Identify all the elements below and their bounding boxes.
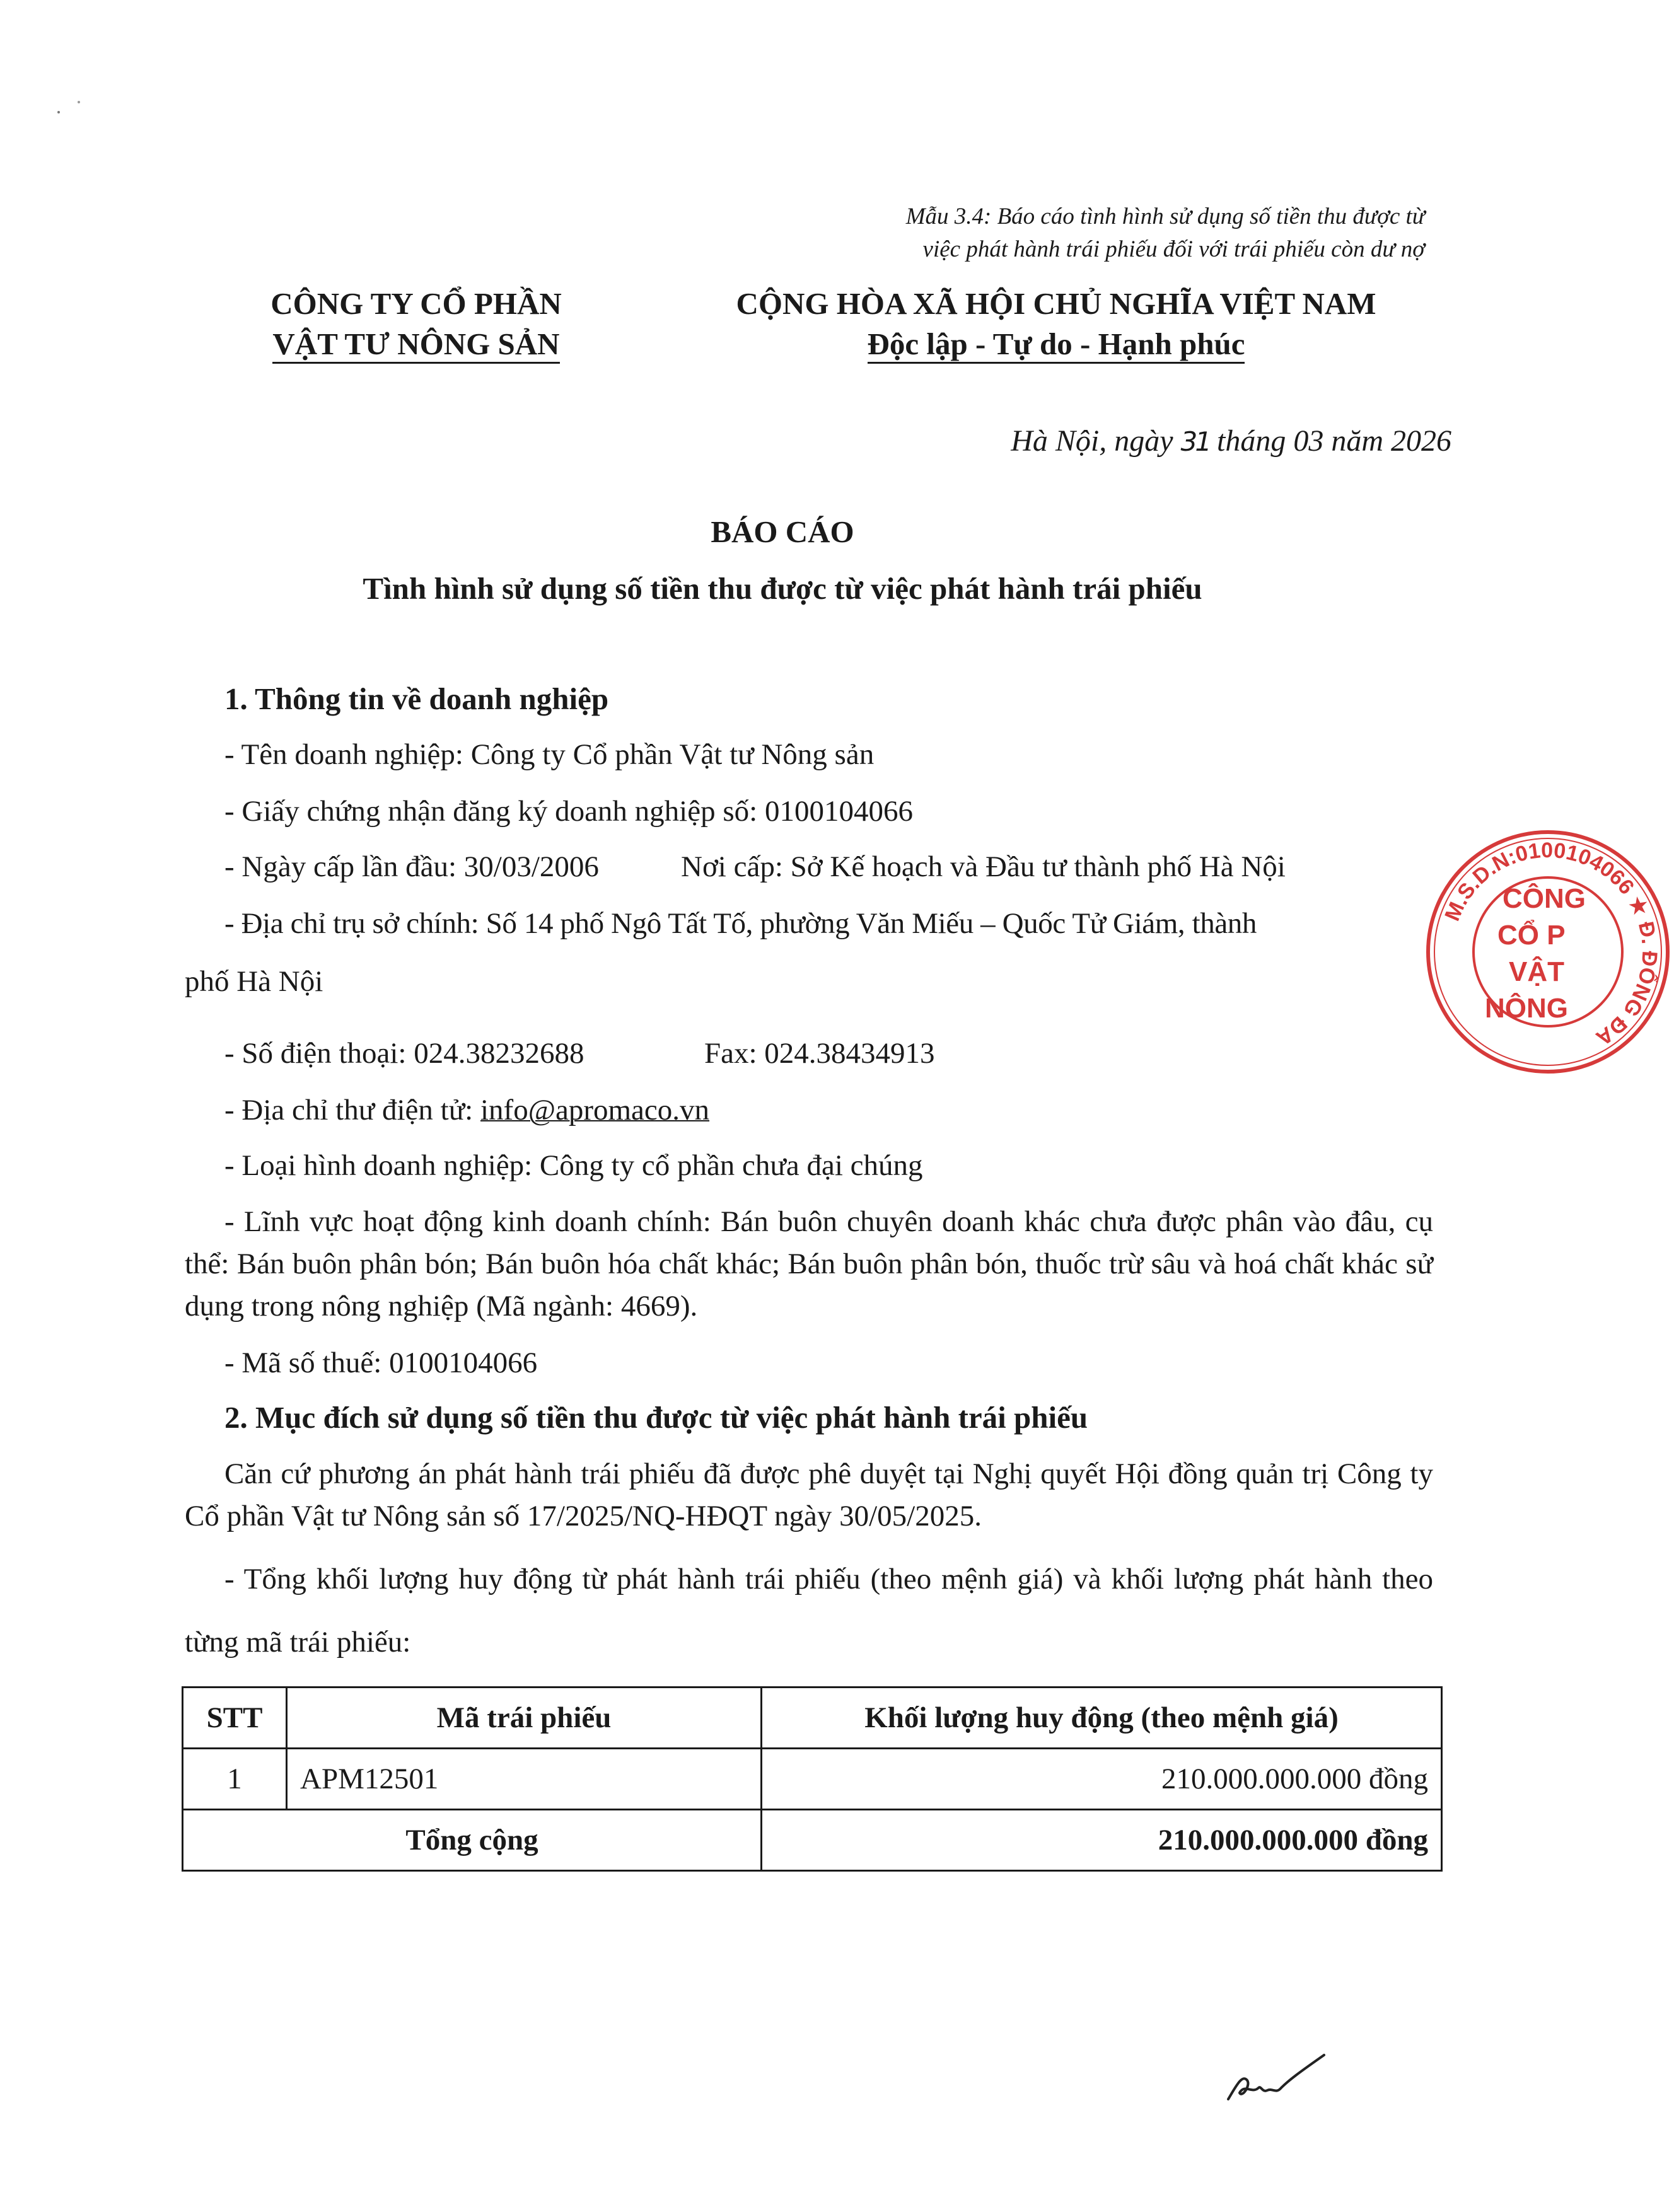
- email-label: - Địa chỉ thư điện tử:: [224, 1094, 474, 1126]
- phone-field: - Số điện thoại: 024.38232688: [224, 1037, 584, 1070]
- header-bond-code: Mã trái phiếu: [287, 1688, 762, 1749]
- company-name-block: [189, 284, 643, 364]
- address-line2: phố Hà Nội: [185, 965, 323, 998]
- section1-heading: 1. Thông tin về doanh nghiệp: [224, 681, 609, 716]
- signature-initials: [1223, 2049, 1334, 2118]
- stamp-line4: NÔNG: [1485, 993, 1568, 1024]
- issue-date-field: - Ngày cấp lần đầu: 30/03/2006: [224, 850, 599, 883]
- email-link[interactable]: info@apromaco.vn: [480, 1094, 710, 1126]
- form-note-line2: việc phát hành trái phiếu đối với trái phiếu còn dư nợ: [922, 236, 1425, 262]
- total-amount: 210.000.000.000 đồng: [762, 1810, 1442, 1871]
- stamp-line3: VẬT: [1509, 956, 1564, 987]
- form-note-line1: Mẫu 3.4: Báo cáo tình hình sử dụng số tiền thu được từ: [905, 204, 1425, 229]
- row-bond-code: APM12501: [287, 1749, 762, 1810]
- table-header-row: [183, 1688, 1442, 1749]
- date-day: 31: [1180, 426, 1209, 457]
- company-stamp: [1422, 826, 1674, 1078]
- form-note: [906, 200, 1425, 266]
- nation-name: CỘNG HÒA XÃ HỘI CHỦ NGHĨA VIỆT NAM: [736, 286, 1376, 321]
- stamp-line2: CỔ P: [1497, 920, 1566, 951]
- registration-field: - Giấy chứng nhận đăng ký doanh nghiệp số: 0100104066: [224, 795, 913, 828]
- tax-code-field: - Mã số thuế: 0100104066: [224, 1346, 538, 1379]
- email-row: [224, 1093, 709, 1127]
- header-amount: Khối lượng huy động (theo mệnh giá): [762, 1688, 1442, 1749]
- company-name-line2: VẬT TƯ NÔNG SẢN: [272, 327, 559, 364]
- company-type-field: - Loại hình doanh nghiệp: Công ty cổ phần chưa đại chúng: [224, 1149, 923, 1182]
- report-title: BÁO CÁO: [711, 514, 854, 549]
- stamp-ring-textpath: M.S.D.N:0100104066 ★ Đ. ĐỐNG ĐA: [1440, 838, 1662, 1050]
- company-name-field: - Tên doanh nghiệp: Công ty Cổ phần Vật tư Nông sản: [224, 738, 875, 771]
- date-prefix: Hà Nội, ngày: [1011, 424, 1173, 458]
- total-intro-paragraph: - Tổng khối lượng huy động từ phát hành trái phiếu (theo mệnh giá) và khối lượng phát hành theo từng mã trái phiếu:: [185, 1563, 1433, 1659]
- report-subtitle: Tình hình sử dụng số tiền thu được từ việc phát hành trái phiếu: [363, 571, 1202, 606]
- section2-heading: 2. Mục đích sử dụng số tiền thu được từ việc phát hành trái phiếu: [224, 1400, 1088, 1435]
- table-total-row: [183, 1810, 1442, 1871]
- business-field: - Lĩnh vực hoạt động kinh doanh chính: Bán buôn chuyên doanh khác chưa được phân vào đâu, cụ thể: Bán buôn phân bón; Bán buôn hóa chất khác; Bán buôn phân bón, thuốc trừ sâu và hoá chất khác sử dụng trong nông nghiệp (Mã ngành: 4669).: [185, 1205, 1433, 1323]
- scan-specks: [54, 95, 91, 120]
- row-amount: 210.000.000.000 đồng: [762, 1749, 1442, 1810]
- total-label: Tổng cộng: [183, 1810, 762, 1871]
- stamp-line1: CÔNG: [1503, 883, 1586, 914]
- date-suffix: tháng 03 năm 2026: [1217, 424, 1451, 458]
- date-line: [1011, 424, 1451, 458]
- national-motto-block: [675, 284, 1438, 364]
- basis-paragraph: Căn cứ phương án phát hành trái phiếu đã được phê duyệt tại Nghị quyết Hội đồng quản trị Công ty Cổ phần Vật tư Nông sản số 17/2025/NQ-HĐQT ngày 30/05/2025.: [185, 1457, 1433, 1532]
- fax-field: Fax: 024.38434913: [704, 1037, 935, 1070]
- row-stt: 1: [183, 1749, 287, 1810]
- address-line1: - Địa chỉ trụ sở chính: Số 14 phố Ngô Tất Tố, phường Văn Miếu – Quốc Tử Giám, thành: [224, 907, 1257, 940]
- company-name-line1: CÔNG TY CỔ PHẦN: [270, 286, 562, 321]
- header-stt: STT: [183, 1688, 287, 1749]
- nation-motto: Độc lập - Tự do - Hạnh phúc: [868, 327, 1245, 364]
- issue-place-field: Nơi cấp: Sở Kế hoạch và Đầu tư thành phố Hà Nội: [681, 850, 1286, 883]
- table-row: [183, 1749, 1442, 1810]
- bond-table: [182, 1686, 1443, 1872]
